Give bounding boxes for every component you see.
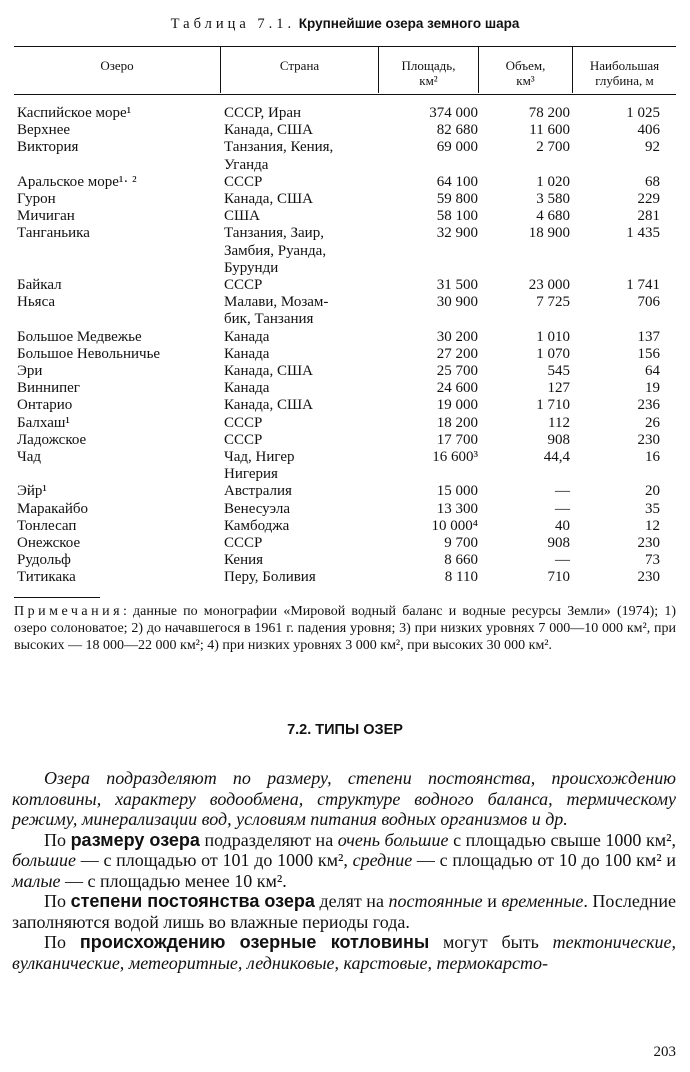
- lake-depth: 16: [645, 449, 660, 466]
- lake-name: Виктория: [17, 139, 79, 156]
- lake-name: Чад: [17, 449, 42, 466]
- lake-country: Перу, Боливия: [224, 569, 316, 586]
- lake-country: Танзания, Заир, Замбия, Руанда, Бурунди: [224, 225, 327, 276]
- lake-depth: 1 435: [626, 225, 660, 242]
- table-top-rule: [14, 46, 676, 47]
- lake-area: 24 600: [436, 380, 478, 397]
- lake-name: Маракайбо: [17, 500, 89, 517]
- lake-depth: 35: [645, 500, 660, 517]
- lake-area: 64 100: [436, 173, 478, 190]
- lake-name: Балхаш¹: [17, 414, 70, 431]
- lake-depth: 236: [637, 397, 660, 414]
- lake-country: Камбоджа: [224, 517, 290, 534]
- lake-volume: 23 000: [528, 277, 570, 294]
- table-row: [17, 122, 660, 139]
- lake-depth: 230: [637, 431, 660, 448]
- lake-volume: 1 070: [536, 345, 570, 362]
- table-row: [17, 139, 660, 173]
- lake-volume: —: [555, 483, 570, 500]
- table-row: [17, 415, 660, 432]
- notes-text: : данные по монографии «Мировой водный баланс и водные ресурсы Земли» (1974); 1) озеро солоноватое; 2) до начавшегося в 1961 г. падения уровня; 3) при низких уровнях 7 000—10 000 км², при высоких — 18 000—22 000 км²; 4) при низких уровнях 3 000 км², при высоких 30 000 км².: [14, 604, 676, 653]
- lake-volume: 908: [547, 535, 570, 552]
- lake-depth: 156: [637, 345, 660, 362]
- notes-rule: [14, 597, 100, 598]
- lake-country: СССР: [224, 277, 263, 294]
- lake-name: Большое Медвежье: [17, 328, 142, 345]
- table-row: [17, 449, 660, 483]
- lake-name: Каспийское море¹: [17, 105, 132, 121]
- lake-area: 31 500: [436, 277, 478, 294]
- lake-depth: 1 025: [626, 105, 660, 121]
- paragraph-3: По степени постоянства озера делят на постоянные и временные. Последние заполняются водой лишь во влажные периоды года.: [12, 891, 676, 932]
- lake-area: 30 200: [436, 328, 478, 345]
- lake-name: Гурон: [17, 191, 56, 208]
- lake-volume: 1 010: [536, 328, 570, 345]
- lake-volume: —: [555, 500, 570, 517]
- lake-volume: 44,4: [543, 449, 570, 466]
- lake-name: Титикака: [17, 569, 76, 586]
- table-row: [17, 501, 660, 518]
- table-caption-title: Крупнейшие озера земного шара: [298, 16, 520, 31]
- lake-area: 25 700: [436, 363, 478, 380]
- lake-volume: 18 900: [528, 225, 570, 242]
- lake-name: Тонлесап: [17, 517, 77, 534]
- lake-depth: 1 741: [626, 277, 660, 294]
- lake-volume: 40: [555, 517, 570, 534]
- table-row: [17, 105, 660, 122]
- lake-country: Кения: [224, 552, 264, 569]
- lake-volume: 11 600: [529, 122, 570, 139]
- lake-volume: 7 725: [536, 294, 570, 311]
- table-row: [17, 363, 660, 380]
- lake-name: Онежское: [17, 535, 81, 552]
- paragraph-4: По происхождению озерные котловины могут быть тектонические, вулканические, метеоритные, ледниковые, карстовые, термокарсто-: [12, 932, 676, 973]
- lake-depth: 230: [637, 569, 660, 586]
- lake-name: Большое Невольничье: [17, 345, 161, 362]
- lake-country: Канада: [224, 380, 270, 397]
- lake-depth: 230: [637, 535, 660, 552]
- lake-country: СССР: [224, 535, 263, 552]
- lake-area: 82 680: [436, 122, 478, 139]
- lake-area: 16 600³: [432, 449, 478, 466]
- lake-depth: 64: [645, 363, 660, 380]
- lake-area: 13 300: [436, 500, 478, 517]
- lake-area: 58 100: [436, 208, 478, 225]
- table-row: [17, 432, 660, 449]
- lake-volume: 112: [548, 414, 570, 431]
- page-number: 203: [653, 1044, 676, 1060]
- table-row: [17, 329, 660, 346]
- lake-name: Рудольф: [17, 552, 71, 569]
- table-caption: [0, 16, 690, 33]
- lake-area: 8 110: [444, 569, 478, 586]
- table-row: [17, 518, 660, 535]
- lake-area: 32 900: [436, 225, 478, 242]
- header-area: Площадь, км²: [401, 58, 456, 88]
- lake-name: Ладожское: [17, 431, 87, 448]
- table-caption-label: Таблица 7.1.: [170, 16, 296, 32]
- lake-name: Байкал: [17, 277, 62, 294]
- header-volume: Объем, км³: [505, 58, 546, 88]
- lake-country: Канада: [224, 328, 270, 345]
- table-row: [17, 535, 660, 552]
- lake-area: 27 200: [436, 345, 478, 362]
- lake-name: Аральское море¹· ²: [17, 173, 137, 190]
- lake-volume: 127: [547, 380, 570, 397]
- lake-depth: 137: [637, 328, 660, 345]
- lake-volume: 3 580: [536, 191, 570, 208]
- lake-depth: 68: [645, 173, 660, 190]
- lake-country: СССР: [224, 173, 263, 190]
- lake-volume: 545: [547, 363, 570, 380]
- lake-name: Эри: [17, 363, 43, 380]
- body-text: [12, 768, 676, 973]
- table-row: [17, 174, 660, 191]
- lake-area: 19 000: [436, 397, 478, 414]
- lake-country: Канада, США: [224, 191, 313, 208]
- table-notes: [14, 603, 676, 654]
- lake-volume: 1 710: [536, 397, 570, 414]
- lake-area: 59 800: [436, 191, 478, 208]
- header-country: Страна: [279, 58, 320, 73]
- lake-area: 15 000: [436, 483, 478, 500]
- lake-country: Танзания, Кения, Уганда: [224, 139, 334, 173]
- lake-depth: 20: [645, 483, 660, 500]
- table-row: [17, 483, 660, 500]
- lake-country: Канада, США: [224, 122, 313, 139]
- table-row: [17, 397, 660, 414]
- lake-name: Эйр¹: [17, 483, 47, 500]
- table-row: [17, 569, 660, 586]
- lake-area: 18 200: [436, 414, 478, 431]
- lake-depth: 406: [637, 122, 660, 139]
- lake-country: СССР: [224, 414, 263, 431]
- header-depth: Наибольшая глубина, м: [589, 58, 660, 88]
- lake-area: 10 000⁴: [431, 517, 478, 534]
- lake-country: Австралия: [224, 483, 292, 500]
- table-header-rule: [14, 94, 676, 95]
- table-row: [17, 191, 660, 208]
- lake-volume: 2 700: [536, 139, 570, 156]
- table-row: [17, 380, 660, 397]
- lake-name: Онтарио: [17, 397, 73, 414]
- lake-depth: 92: [645, 139, 660, 156]
- table-row: [17, 225, 660, 277]
- lake-area: 374 000: [429, 105, 478, 121]
- lake-country: Канада, США: [224, 363, 313, 380]
- lake-area: 69 000: [436, 139, 478, 156]
- lake-depth: 19: [645, 380, 660, 397]
- notes-label: Примечания: [14, 604, 124, 619]
- lake-depth: 706: [637, 294, 660, 311]
- table-row: [17, 208, 660, 225]
- lake-depth: 229: [637, 191, 660, 208]
- lake-volume: —: [555, 552, 570, 569]
- lake-country: США: [224, 208, 260, 225]
- table-row: [17, 552, 660, 569]
- lake-name: Виннипег: [17, 380, 80, 397]
- lake-name: Танганьика: [17, 225, 90, 242]
- lake-depth: 73: [645, 552, 660, 569]
- lake-area: 9 700: [444, 535, 478, 552]
- lake-area: 17 700: [436, 431, 478, 448]
- lake-depth: 12: [645, 517, 660, 534]
- lake-name: Верхнее: [17, 122, 71, 139]
- lake-country: Чад, Нигер Нигерия: [224, 449, 295, 483]
- lake-country: Канада, США: [224, 397, 313, 414]
- lake-volume: 78 200: [528, 105, 570, 121]
- lake-area: 30 900: [436, 294, 478, 311]
- lake-volume: 1 020: [536, 173, 570, 190]
- lake-country: СССР: [224, 431, 263, 448]
- lake-country: Венесуэла: [224, 500, 290, 517]
- table-row: [17, 294, 660, 328]
- lakes-table: [17, 105, 660, 587]
- lake-depth: 281: [637, 208, 660, 225]
- lake-country: СССР, Иран: [224, 105, 301, 121]
- lake-country: Малави, Мозам- бик, Танзания: [224, 294, 329, 328]
- paragraph-1: Озера подразделяют по размеру, степени постоянства, происхождению котловины, характеру водообмена, структуре водного баланса, термическому режиму, минерализации вод, условиям питания водных организмов и др.: [12, 768, 676, 829]
- lake-volume: 710: [547, 569, 570, 586]
- lake-area: 8 660: [444, 552, 478, 569]
- lake-volume: 908: [547, 431, 570, 448]
- lake-depth: 26: [645, 414, 660, 431]
- lake-name: Мичиган: [17, 208, 75, 225]
- lake-volume: 4 680: [536, 208, 570, 225]
- table-row: [17, 346, 660, 363]
- lake-country: Канада: [224, 345, 270, 362]
- header-lake: Озеро: [100, 58, 134, 73]
- section-title: 7.2. ТИПЫ ОЗЕР: [287, 722, 403, 738]
- paragraph-2: По размеру озера подразделяют на очень большие с площадью свыше 1000 км², большие — с площадью от 101 до 1000 км², средние — с площадью от 10 до 100 км² и малые — с площадью менее 10 км².: [12, 829, 677, 891]
- lake-name: Ньяса: [17, 294, 56, 311]
- table-row: [17, 277, 660, 294]
